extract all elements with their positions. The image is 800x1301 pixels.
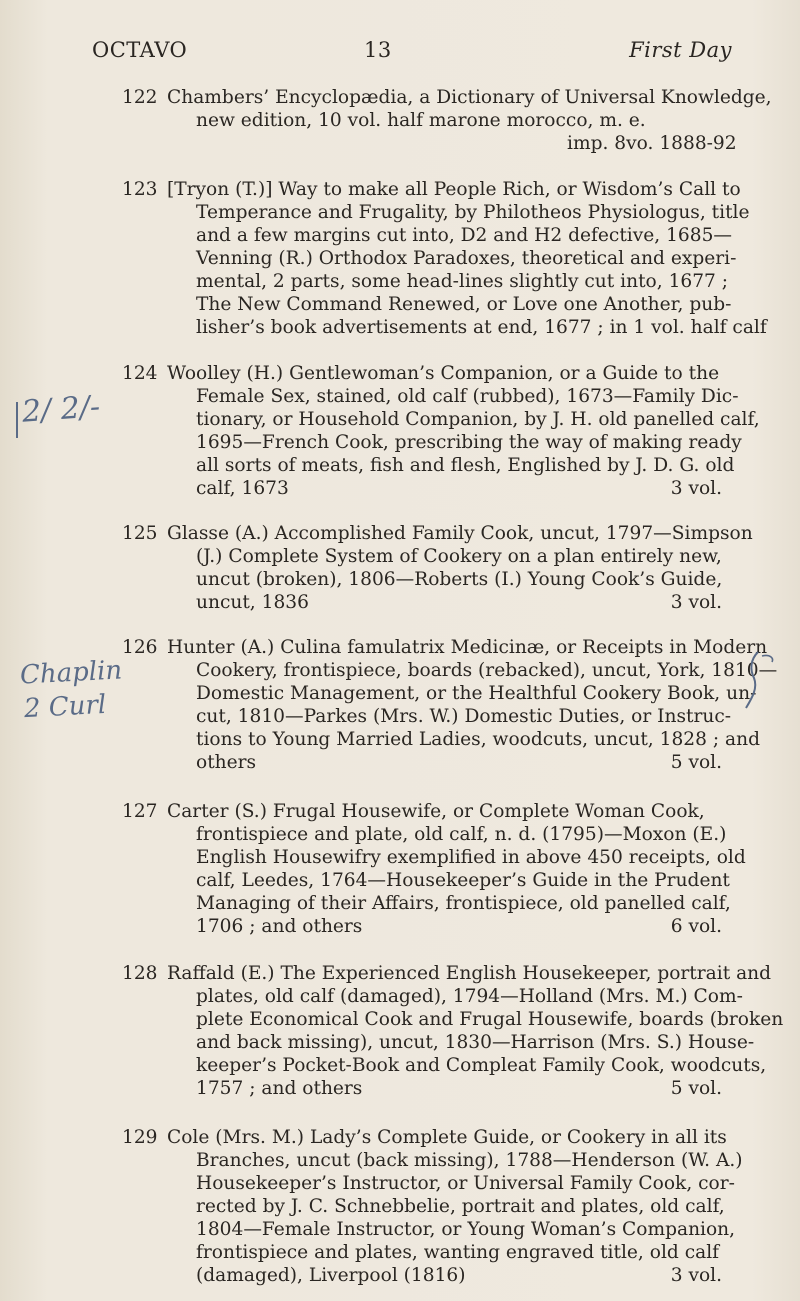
entry-line: all sorts of meats, fish and flesh, Englished by J. D. G. old [196,455,735,476]
entry-line: plete Economical Cook and Frugal Housewife, boards (broken [196,1009,784,1030]
entry-line: tionary, or Household Companion, by J. H. old panelled calf, [196,409,760,430]
handwritten-buyer-note: Chaplin [19,655,123,691]
entry-line: cut, 1810—Parkes (Mrs. W.) Domestic Duties, or Instruc- [196,706,732,727]
entry-line: Housekeeper’s Instructor, or Universal Family Cook, cor- [196,1173,735,1194]
volume-count: 5 vol. [670,1078,722,1099]
lot-number: 123 [122,179,158,200]
entry-line: uncut (broken), 1806—Roberts (I.) Young Cook’s Guide, [196,569,723,590]
entry-line [167,477,722,500]
entry-line: Domestic Management, or the Healthful Cookery Book, un- [196,683,757,704]
entry-line: 1695—French Cook, prescribing the way of making ready [196,432,742,453]
volume-count: 3 vol. [670,1265,722,1286]
entry-line: calf, Leedes, 1764—Housekeeper’s Guide in the Prudent [196,870,730,891]
entry-line [167,751,722,774]
entry-line-text: others [196,752,257,773]
entry-line: Managing of their Affairs, frontispiece, old panelled calf, [196,893,731,914]
entry-line: Woolley (H.) Gentlewoman’s Companion, or a Guide to the [167,363,720,384]
lot-entry [122,636,778,774]
entry-line: Chambers’ Encyclopædia, a Dictionary of Universal Knowledge, [167,87,772,108]
entry-line-text: calf, 1673 [196,478,289,499]
lot-number: 128 [122,963,158,984]
lot-number: 126 [122,637,158,658]
entry-line-text: 1757 ; and others [196,1078,363,1099]
entry-line: The New Command Renewed, or Love one Another, pub- [196,294,732,315]
handwritten-price-note: 2/ 2/- [20,389,102,430]
entry-line: imp. 8vo. 1888-92 [567,133,737,154]
lot-entry [122,962,784,1100]
lot-entry [122,800,746,938]
entry-line: Glasse (A.) Accomplished Family Cook, uncut, 1797—Simpson [167,523,753,544]
entry-line: lisher’s book advertisements at end, 1677 ; in 1 vol. half calf [196,317,767,338]
entry-line: and back missing), uncut, 1830—Harrison (Mrs. S.) House- [196,1032,755,1053]
entry-line-text: (damaged), Liverpool (1816) [196,1265,466,1286]
header-page-number: 13 [364,38,392,62]
entry-line: (J.) Complete System of Cookery on a plan entirely new, [196,546,722,567]
entry-line: rected by J. C. Schnebbelie, portrait and plates, old calf, [196,1196,725,1217]
entry-line: Branches, uncut (back missing), 1788—Henderson (W. A.) [196,1150,743,1171]
entry-line: new edition, 10 vol. half marone morocco, m. e. [196,110,646,131]
lot-entry [122,522,753,614]
lot-number: 127 [122,801,158,822]
lot-number: 124 [122,363,158,384]
pencil-bracket-mark [736,648,776,712]
header-format: OCTAVO [92,38,188,62]
lot-number: 125 [122,523,158,544]
entry-line: Carter (S.) Frugal Housewife, or Complete Woman Cook, [167,801,705,822]
header-sale-day: First Day [629,38,732,62]
entry-line: Raffald (E.) The Experienced English Housekeeper, portrait and [167,963,772,984]
handwritten-buyer-note-2: 2 Curl [23,689,107,725]
lot-number: 129 [122,1127,158,1148]
lot-entry [122,178,767,339]
entry-line-text: uncut, 1836 [196,592,309,613]
entry-line [167,1077,722,1100]
entry-line: Cookery, frontispiece, boards (rebacked), uncut, York, 1810— [196,660,778,681]
entry-line: frontispiece and plates, wanting engraved title, old calf [196,1242,720,1263]
entry-line [167,915,722,938]
pencil-mark [10,400,24,440]
entry-line [167,591,722,614]
entry-line: mental, 2 parts, some head-lines slightly cut into, 1677 ; [196,271,729,292]
entry-line: Temperance and Frugality, by Philotheos Physiologus, title [196,202,750,223]
entry-line: frontispiece and plate, old calf, n. d. (1795)—Moxon (E.) [196,824,727,845]
volume-count: 6 vol. [670,916,722,937]
entry-line: Female Sex, stained, old calf (rubbed), 1673—Family Dic- [196,386,739,407]
lot-entry [122,86,772,155]
entry-line [167,1264,722,1287]
entry-line: Cole (Mrs. M.) Lady’s Complete Guide, or Cookery in all its [167,1127,727,1148]
lot-entry [122,1126,743,1287]
lot-entry [122,362,760,500]
entry-line: 1804—Female Instructor, or Young Woman’s Companion, [196,1219,736,1240]
entry-line: keeper’s Pocket-Book and Compleat Family Cook, woodcuts, [196,1055,767,1076]
entry-line: Venning (R.) Orthodox Paradoxes, theoretical and experi- [196,248,737,269]
entry-line: Hunter (A.) Culina famulatrix Medicinæ, or Receipts in Modern [167,637,768,658]
lot-number: 122 [122,87,158,108]
entry-line: English Housewifry exemplified in above 450 receipts, old [196,847,746,868]
entry-line: and a few margins cut into, D2 and H2 defective, 1685— [196,225,732,246]
volume-count: 5 vol. [670,752,722,773]
entry-line-text: 1706 ; and others [196,916,363,937]
volume-count: 3 vol. [670,592,722,613]
entry-line: tions to Young Married Ladies, woodcuts, uncut, 1828 ; and [196,729,760,750]
page-header [92,38,732,68]
entry-line: [Tryon (T.)] Way to make all People Rich, or Wisdom’s Call to [167,179,741,200]
entry-line: plates, old calf (damaged), 1794—Holland (Mrs. M.) Com- [196,986,743,1007]
volume-count: 3 vol. [670,478,722,499]
